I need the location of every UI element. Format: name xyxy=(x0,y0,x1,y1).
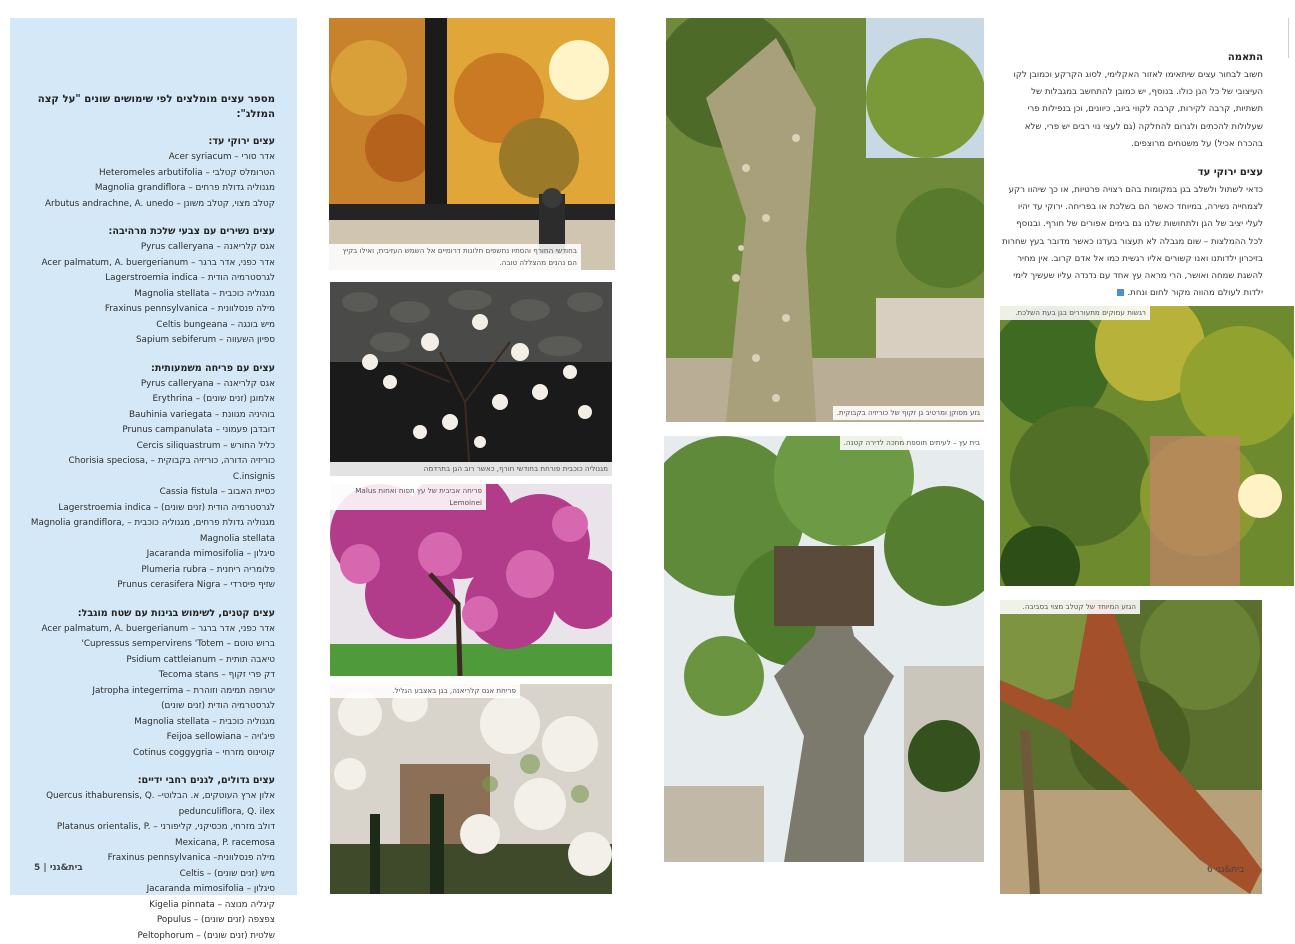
list-item: לגרסטרמיה הודית – Lagerstroemia indica xyxy=(24,271,275,287)
list-item: כסיית האבוב – Cassia fistula xyxy=(24,485,275,501)
list-item: שזיף פיסרדי – Prunus cerasifera Nigra xyxy=(24,578,275,594)
section-heading: עצים ירוקי עד xyxy=(1000,167,1263,178)
page-number-right: בית&גני 6 xyxy=(1207,865,1244,875)
list-item: דובדבן פעמוני – Prunus campanulata xyxy=(24,423,275,439)
list-item: בוהיניה מגוונת – Bauhinia variegata xyxy=(24,408,275,424)
photo-pear-blossom xyxy=(330,684,612,894)
list-item: אלון ארץ העוטקים, א. הבלוטי– Quercus ithaburensis, Q. pedunculiflora, Q. ilex xyxy=(24,789,275,820)
list-item: קטלב מצוי, קטלב משונן – Arbutus andrachne, A. unedo xyxy=(24,197,275,213)
list-item: מגנוליה גדולת פרחים, מגנוליה כוכבית – Magnolia grandiflora, Magnolia stellata xyxy=(24,516,275,547)
recommended-trees-list xyxy=(24,92,275,944)
list-item: ברוש טוטם – Cupressus sempervirens 'Totem' xyxy=(24,637,275,653)
list-item: מיש (זנים שונים) – Celtis xyxy=(24,867,275,883)
list-item: דולב מזרחי, מכסיקני, קליפורני – Platanus orientalis, P. Mexicana, P. racemosa xyxy=(24,820,275,851)
list-item: קוטינוס מזרחי – Cotinus coggygria xyxy=(24,746,275,762)
photo-caption: פריחת אגס קלריאנה, בגן באצבע הגליל. xyxy=(330,684,520,698)
list-item: כוריזיה הדורה, כוריזיה בקבוקית – Chorisia speciosa, C.insignis xyxy=(24,454,275,485)
list-item: מגנוליה כוכבית – Magnolia stellata xyxy=(24,287,275,303)
paragraph: חשוב לבחור עצים שיתאימו לאזור האקלימי, לסוג הקרקע וכמובן לקו העיצובי של כל הגן כולו. בנוסף, יש כמובן להתחשב במגבלות של תשתיות, קרבה לקירות, קרבה לקווי ביוב, כיוונים, וכן בנפילות פרי שעלולות להכתים ולגרום להחלקה (גם לעצי נוי רבים יש פרי, שלא בהכרח אכיל) על משטחים מרוצפים. xyxy=(1000,67,1263,153)
article-text xyxy=(1000,52,1263,316)
list-item: לגרסטרמיה הודית (זנים שונים) – Lagerstroemia indica xyxy=(24,501,275,517)
list-item: אגס קלריאנה – Pyrus calleryana xyxy=(24,240,275,256)
photo-caption: פריחה אביבית של עץ תפוח ואחות Malus Lemoinei xyxy=(330,484,486,510)
list-item: אדר כפני, אדר ברגר – Acer palmatum, A. buergerianum xyxy=(24,622,275,638)
end-of-article-mark-icon xyxy=(1117,289,1124,296)
paragraph: כדאי לשתול ולשלב בגן במקומות בהם רצויה פרטיות, או כך שיהוו רקע לצמחייה נשירה, במיוחד כאשר הם בשלכת או בפריחה. ירוקי עד יהיו לעלי יציב של הגן ולתחושות שלנו גם בימים אפורים של חורף. ובנוסף לכל ההמלצות – שום מגבלה לא תעצור בעדנו כאשר מדובר בעץ שחרות בזיכרון ילדותנו ואנו קשורים אליו רגשית כמו אל אדם קרוב. אין מחיר להשגת שמחה ואושר, הרי מראה עץ אחד עם נדנדה עליו שעשיך לימי ילדות לעולם מהווה מקור לחום ונחת. xyxy=(1000,182,1263,302)
photo-arbutus-trunk xyxy=(1000,600,1262,894)
list-item: סיגלון – Jacaranda mimosifolia xyxy=(24,547,275,563)
list-item: מגנוליה כוכבית – Magnolia stellata xyxy=(24,715,275,731)
list-item: מגנוליה גדולת פרחים – Magnolia grandiflora xyxy=(24,181,275,197)
photo-autumn-foliage xyxy=(1000,306,1294,586)
list-item: מיש בונגה – Celtis bungeana xyxy=(24,318,275,334)
section-heading: עצים עם פריחה משמעותית: xyxy=(24,361,275,377)
section-heading: התאמה xyxy=(1000,52,1263,63)
list-item: אדר כפני, אדר ברגר – Acer palmatum, A. buergerianum xyxy=(24,256,275,272)
photo-caption: הגזע המיוחד של קטלב מצוי בסביבה. xyxy=(1000,600,1140,614)
list-item: פיג'ויה – Feijoa sellowiana xyxy=(24,730,275,746)
list-item: ספיון השעווה – Sapium sebiferum xyxy=(24,333,275,349)
list-item: אגס קלריאנה – Pyrus calleryana xyxy=(24,377,275,393)
page-number-left: בית&גני | 5 xyxy=(34,863,83,873)
list-item: מילה פנסלוונית– Fraxinus pennsylvanica xyxy=(24,851,275,867)
list-item: סיגלון – Jacaranda mimosifolia xyxy=(24,882,275,898)
tree-list xyxy=(24,377,275,594)
photo-chorisia-trunk xyxy=(666,18,984,422)
photo-treehouse xyxy=(664,436,984,862)
tree-list xyxy=(24,622,275,762)
list-item: לגרסטרמיה הודית (זנים שונים) xyxy=(24,699,275,715)
page-edge-divider xyxy=(1288,18,1289,58)
photo-caption: בחודשי החורף והסתיו נחשפים חלונות דרומיים אל השמש העזיבית, ואילו בקיץ הם נהנים מהצללה טובה. xyxy=(329,244,581,270)
list-item: אדר סורי – Acer syriacum xyxy=(24,150,275,166)
photo-caption: בית עץ – לעיתים תוספת מחכה לדירה קטנה. xyxy=(840,436,984,450)
section-heading: עצים גדולים, לגנים רחבי ידיים: xyxy=(24,773,275,789)
section-heading: עצים נשירים עם צבעי שלכת מרהיבה: xyxy=(24,224,275,240)
sidebar-panel xyxy=(10,18,297,895)
list-item: פלומריה ריחנית – Plumeria rubra xyxy=(24,563,275,579)
list-item: כליל החורש – Cercis siliquastrum xyxy=(24,439,275,455)
tree-list xyxy=(24,240,275,349)
photo-caption: רגשות עמוקים מתעוררים בגן בעת השלכת. xyxy=(1000,306,1150,320)
tree-list xyxy=(24,150,275,212)
list-item: דק פרי זקוף – Tecoma stans xyxy=(24,668,275,684)
section-heading: עצים קטנים, לשימוש בגינות עם שטח מוגבל: xyxy=(24,606,275,622)
photo-autumn-window xyxy=(329,18,615,270)
list-item: טיאבה תותית – Psidium cattleianum xyxy=(24,653,275,669)
sidebar-title: מספר עצים מומלצים לפי שימושים שונים "על קצה המזלג": xyxy=(24,92,275,122)
photo-caption: גזע מסוקן ומרטיב גן זקוף של כוריזיה בקבוקית. xyxy=(833,406,984,420)
list-item: שלטית (זנים שונים) – Peltophorum xyxy=(24,929,275,944)
list-item: אלמוגן (זנים שונים) – Erythrina xyxy=(24,392,275,408)
photo-caption: מגנוליה כוכבית פורחת בחודשי חורף, כאשר רוב הגן בתרדמה xyxy=(330,462,612,476)
section-heading: עצים ירוקי עד: xyxy=(24,134,275,150)
photo-pink-blossom xyxy=(330,484,612,676)
list-item: קיגליה מנוצה – Kigelia pinnata xyxy=(24,898,275,914)
list-item: הטרומלס קטלבי – Heteromeles arbutifolia xyxy=(24,166,275,182)
photo-star-magnolia xyxy=(330,282,612,476)
list-item: יטרופה תמימה וזוהרת – Jatropha integerrima xyxy=(24,684,275,700)
list-item: צפצפה (זנים שונים) – Populus xyxy=(24,913,275,929)
list-item: מילה פנסלוונית – Fraxinus pennsylvanica xyxy=(24,302,275,318)
